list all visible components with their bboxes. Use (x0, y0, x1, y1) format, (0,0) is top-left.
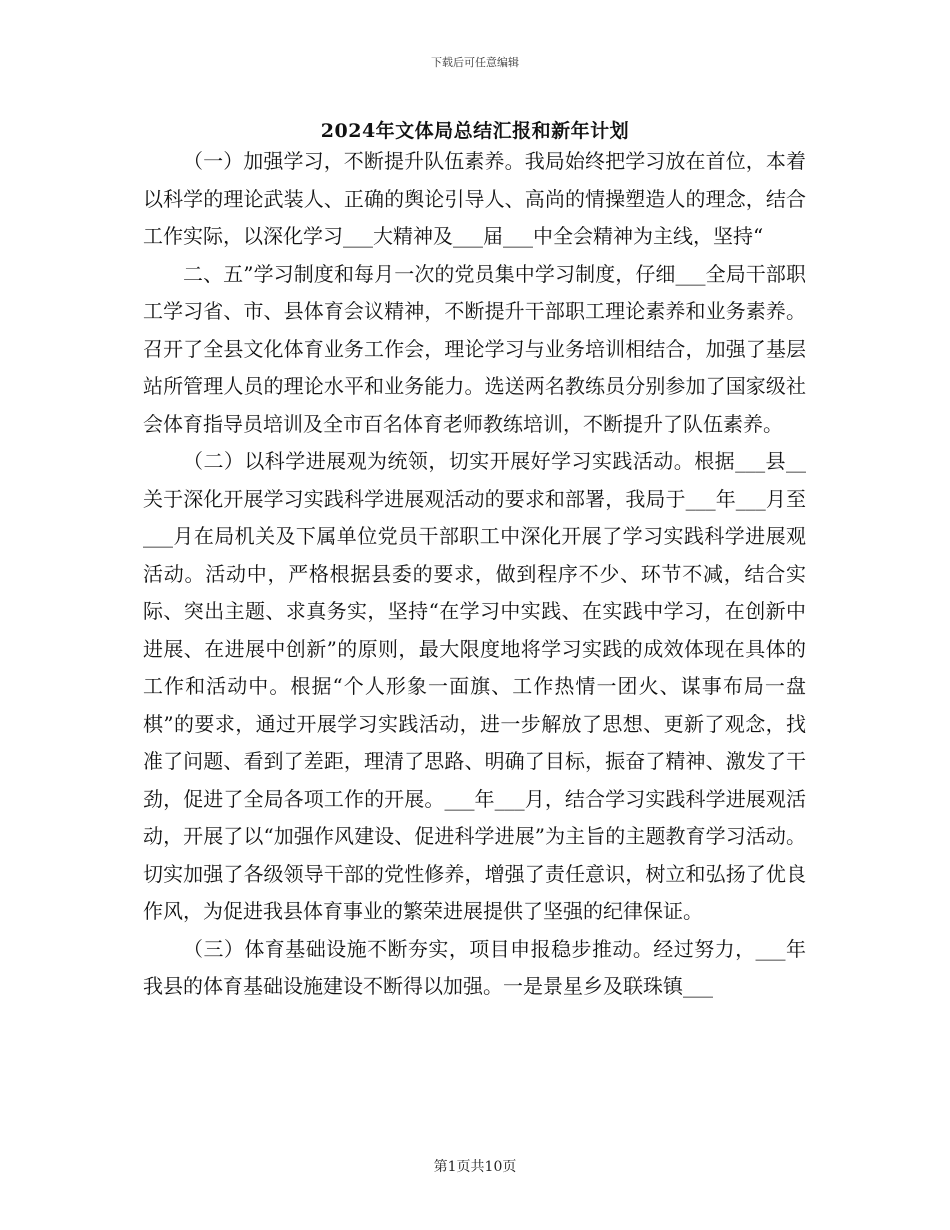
document-title: 2024年文体局总结汇报和新年计划 (320, 120, 630, 142)
paragraph-study: （一）加强学习，不断提升队伍素养。我局始终把学习放在首位，本着以科学的理论武装人、正确的舆论引导人、高尚的情操塑造人的理念，结合工作实际，以深化学习___大精神及___届___中全会精神为主线，坚持“ (143, 149, 806, 248)
header-note: 下载后可任意编辑 (431, 56, 519, 69)
document-body (143, 143, 806, 1006)
paragraph-practice-activity: （二）以科学进展观为统领，切实开展好学习实践活动。根据___县__关于深化开展学习实践科学进展观活动的要求和部署，我局于___年___月至___月在局机关及下属单位党员干部职工中深化开展了学习实践科学进展观活动。活动中，严格根据县委的要求，做到程序不少、环节不减，结合实际、突出主题、求真务实，坚持“在学习中实践、在实践中学习，在创新中进展、在进展中创新”的原则，最大限度地将学习实践的成效体现在具体的工作和活动中。根据“个人形象一面旗、工作热情一团火、谋事布局一盘棋”的要求，通过开展学习实践活动，进一步解放了思想、更新了观念，找准了问题、看到了差距，理清了思路、明确了目标，振奋了精神、激发了干劲，促进了全局各项工作的开展。___年___月，结合学习实践科学进展观活动，开展了以“加强作风建设、促进科学进展”为主旨的主题教育学习活动。切实加强了各级领导干部的党性修养，增强了责任意识，树立和弘扬了优良作风，为促进我县体育事业的繁荣进展提供了坚强的纪律保证。 (143, 449, 806, 923)
paragraph-infrastructure: （三）体育基础设施不断夯实，项目申报稳步推动。经过努力，___年我县的体育基础设施建设不断得以加强。一是景星乡及联珠镇___ (143, 936, 806, 998)
page-number: 第1页共10页 (433, 1159, 517, 1175)
paragraph-study-system: 二、五”学习制度和每月一次的党员集中学习制度，仔细___全局干部职工学习省、市、县体育会议精神，不断提升干部职工理论素养和业务素养。召开了全县文化体育业务工作会，理论学习与业务培训相结合，加强了基层站所管理人员的理论水平和业务能力。选送两名教练员分别参加了国家级社会体育指导员培训及全市百名体育老师教练培训，不断提升了队伍素养。 (143, 261, 806, 436)
